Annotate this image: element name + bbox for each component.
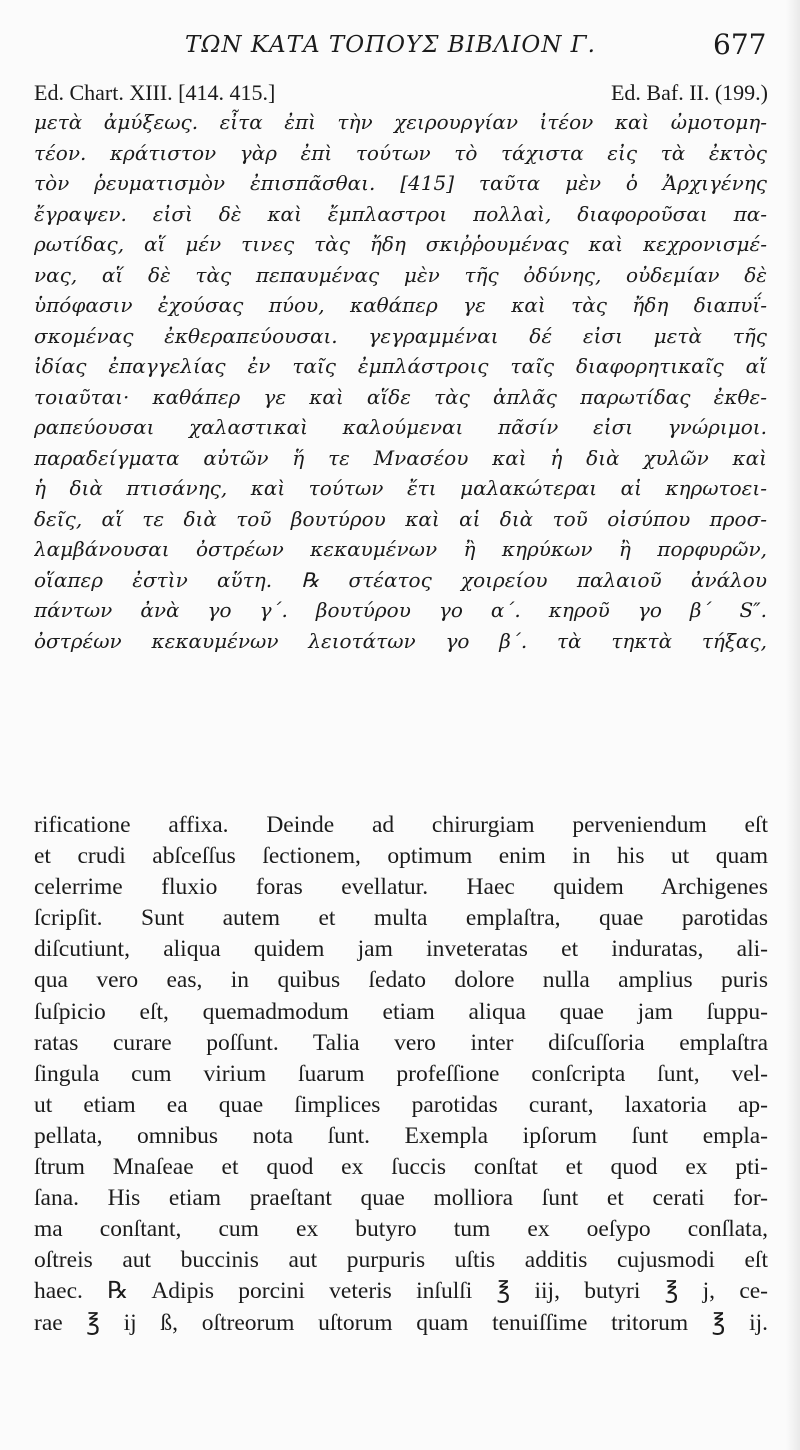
greek-line: λαμβάνουσαι ὀστρέων κεκαυμένων ἢ κηρύκων ἢ πορφυρῶν, xyxy=(34,537,767,561)
latin-line: ratas curare poſſunt. Talia vero inter diſcuſſoria emplaſtra xyxy=(34,1029,768,1056)
edition-reference-basel: Ed. Baf. II. (199.) xyxy=(610,80,768,105)
latin-text-block xyxy=(34,810,768,1339)
greek-line: ἰδίας ἐπαγγελίας ἐν ταῖς ἐμπλάστροις ταῖς διαφορητικαῖς αἵ xyxy=(34,354,767,378)
latin-line: ſana. His etiam praeſtant quae molliora ſunt et cerati for- xyxy=(34,1185,768,1212)
greek-line: ἔγραψεν. εἰσὶ δὲ καὶ ἔμπλαστροι πολλαὶ, διαφοροῦσαι πα- xyxy=(34,201,767,226)
page-number: 677 xyxy=(713,28,767,61)
latin-line: ſuſpicio eſt, quemadmodum etiam aliqua quae jam ſuppu- xyxy=(34,998,768,1025)
greek-line: μετὰ ἀμύξεως. εἶτα ἐπὶ τὴν χειρουργίαν ἰτέον καὶ ὠμοτομη- xyxy=(34,110,767,134)
latin-line: rae ℥ ij ß, oſtreorum uſtorum quam tenuiſſime tritorum ℥ ij. xyxy=(34,1309,768,1336)
greek-line: παραδείγματα αὐτῶν ἥ τε Μνασέου καὶ ἡ διὰ χυλῶν καὶ xyxy=(34,445,767,470)
page-edge-shadow xyxy=(786,0,800,1450)
greek-line: οἵαπερ ἐστὶν αὕτη. ℞ στέατος χοιρείου παλαιοῦ ἀνάλου xyxy=(34,567,767,592)
greek-line: ἡ διὰ πτισάνης, καὶ τούτων ἔτι μαλακώτεραι αἱ κηρωτοει- xyxy=(34,476,767,500)
latin-line: diſcutiunt, aliqua quidem jam inveteratas et induratas, ali- xyxy=(34,936,768,963)
latin-line: qua vero eas, in quibus ſedato dolore nulla amplius puris xyxy=(34,967,768,994)
latin-line: oſtreis aut buccinis aut purpuris uſtis additis cujusmodi eſt xyxy=(34,1247,768,1274)
greek-line: ὑπόφασιν ἐχούσας πύου, καθάπερ γε καὶ τὰς ἤδη διαπυΐ- xyxy=(34,293,767,317)
latin-line: rificatione affixa. Deinde ad chirurgiam perveniendum eſt xyxy=(34,812,768,838)
running-title: ΤΩΝ ΚΑΤΑ ΤΟΠΟΥΣ ΒΙΒΛΙΟΝ Γ. xyxy=(185,32,596,58)
latin-line: ſingula cum virium ſuarum profeſſione conſcripta ſunt, vel- xyxy=(34,1060,768,1087)
running-head xyxy=(0,26,800,66)
greek-line: ραπεύουσαι χαλαστικαὶ καλούμεναι πᾶσίν εἰσι γνώριμοι. xyxy=(34,415,767,439)
greek-line: πάντων ἀνὰ γο γ΄. βουτύρου γο α΄. κηροῦ γο β΄ S″. xyxy=(34,598,767,622)
edition-reference-chartier: Ed. Chart. XIII. [414. 415.] xyxy=(34,80,276,105)
latin-line: ſcripſit. Sunt autem et multa emplaſtra, quae parotidas xyxy=(34,905,768,932)
latin-line: ma conſtant, cum ex butyro tum ex oeſypo conſlata, xyxy=(34,1216,768,1243)
latin-line: ut etiam ea quae ſimplices parotidas curant, laxatoria ap- xyxy=(34,1091,768,1118)
latin-line: pellata, omnibus nota ſunt. Exempla ipſorum ſunt empla- xyxy=(34,1122,768,1149)
greek-line: τοιαῦται· καθάπερ γε καὶ αἵδε τὰς ἁπλᾶς παρωτίδας ἐκθε- xyxy=(34,384,767,409)
greek-line: τὸν ῥευματισμὸν ἐπισπᾶσθαι. [415] ταῦτα μὲν ὁ Ἀρχιγένης xyxy=(34,171,767,195)
greek-text-block xyxy=(34,107,767,656)
latin-line: celerrime fluxio foras evellatur. Haec quidem Archigenes xyxy=(34,874,768,901)
latin-line: ſtrum Mnaſeae et quod ex ſuccis conſtat et quod ex pti- xyxy=(34,1154,768,1181)
greek-line: δεῖς, αἵ τε διὰ τοῦ βουτύρου καὶ αἱ διὰ τοῦ οἰσύπου προσ- xyxy=(34,506,767,531)
edition-reference-line xyxy=(34,80,768,110)
latin-line: haec. ℞ Adipis porcini veteris inſulſi ℥ iij, butyri ℥ j, ce- xyxy=(34,1278,768,1305)
greek-line: ὀστρέων κεκαυμένων λειοτάτων γο β΄. τὰ τηκτὰ τήξας, xyxy=(34,628,767,653)
greek-line: σκομένας ἐκθεραπεύουσαι. γεγραμμέναι δέ εἰσι μετὰ τῆς xyxy=(34,323,767,348)
greek-line: τέον. κράτιστον γὰρ ἐπὶ τούτων τὸ τάχιστα εἰς τὰ ἐκτὸς xyxy=(34,140,767,165)
greek-line: ρωτίδας, αἵ μέν τινες τὰς ἤδη σκιῤῥουμένας καὶ κεχρονισμέ- xyxy=(34,232,767,256)
greek-line: νας, αἵ δὲ τὰς πεπαυμένας μὲν τῆς ὀδύνης, οὐδεμίαν δὲ xyxy=(34,262,767,287)
latin-line: et crudi abſceſſus ſectionem, optimum enim in his ut quam xyxy=(34,843,768,870)
